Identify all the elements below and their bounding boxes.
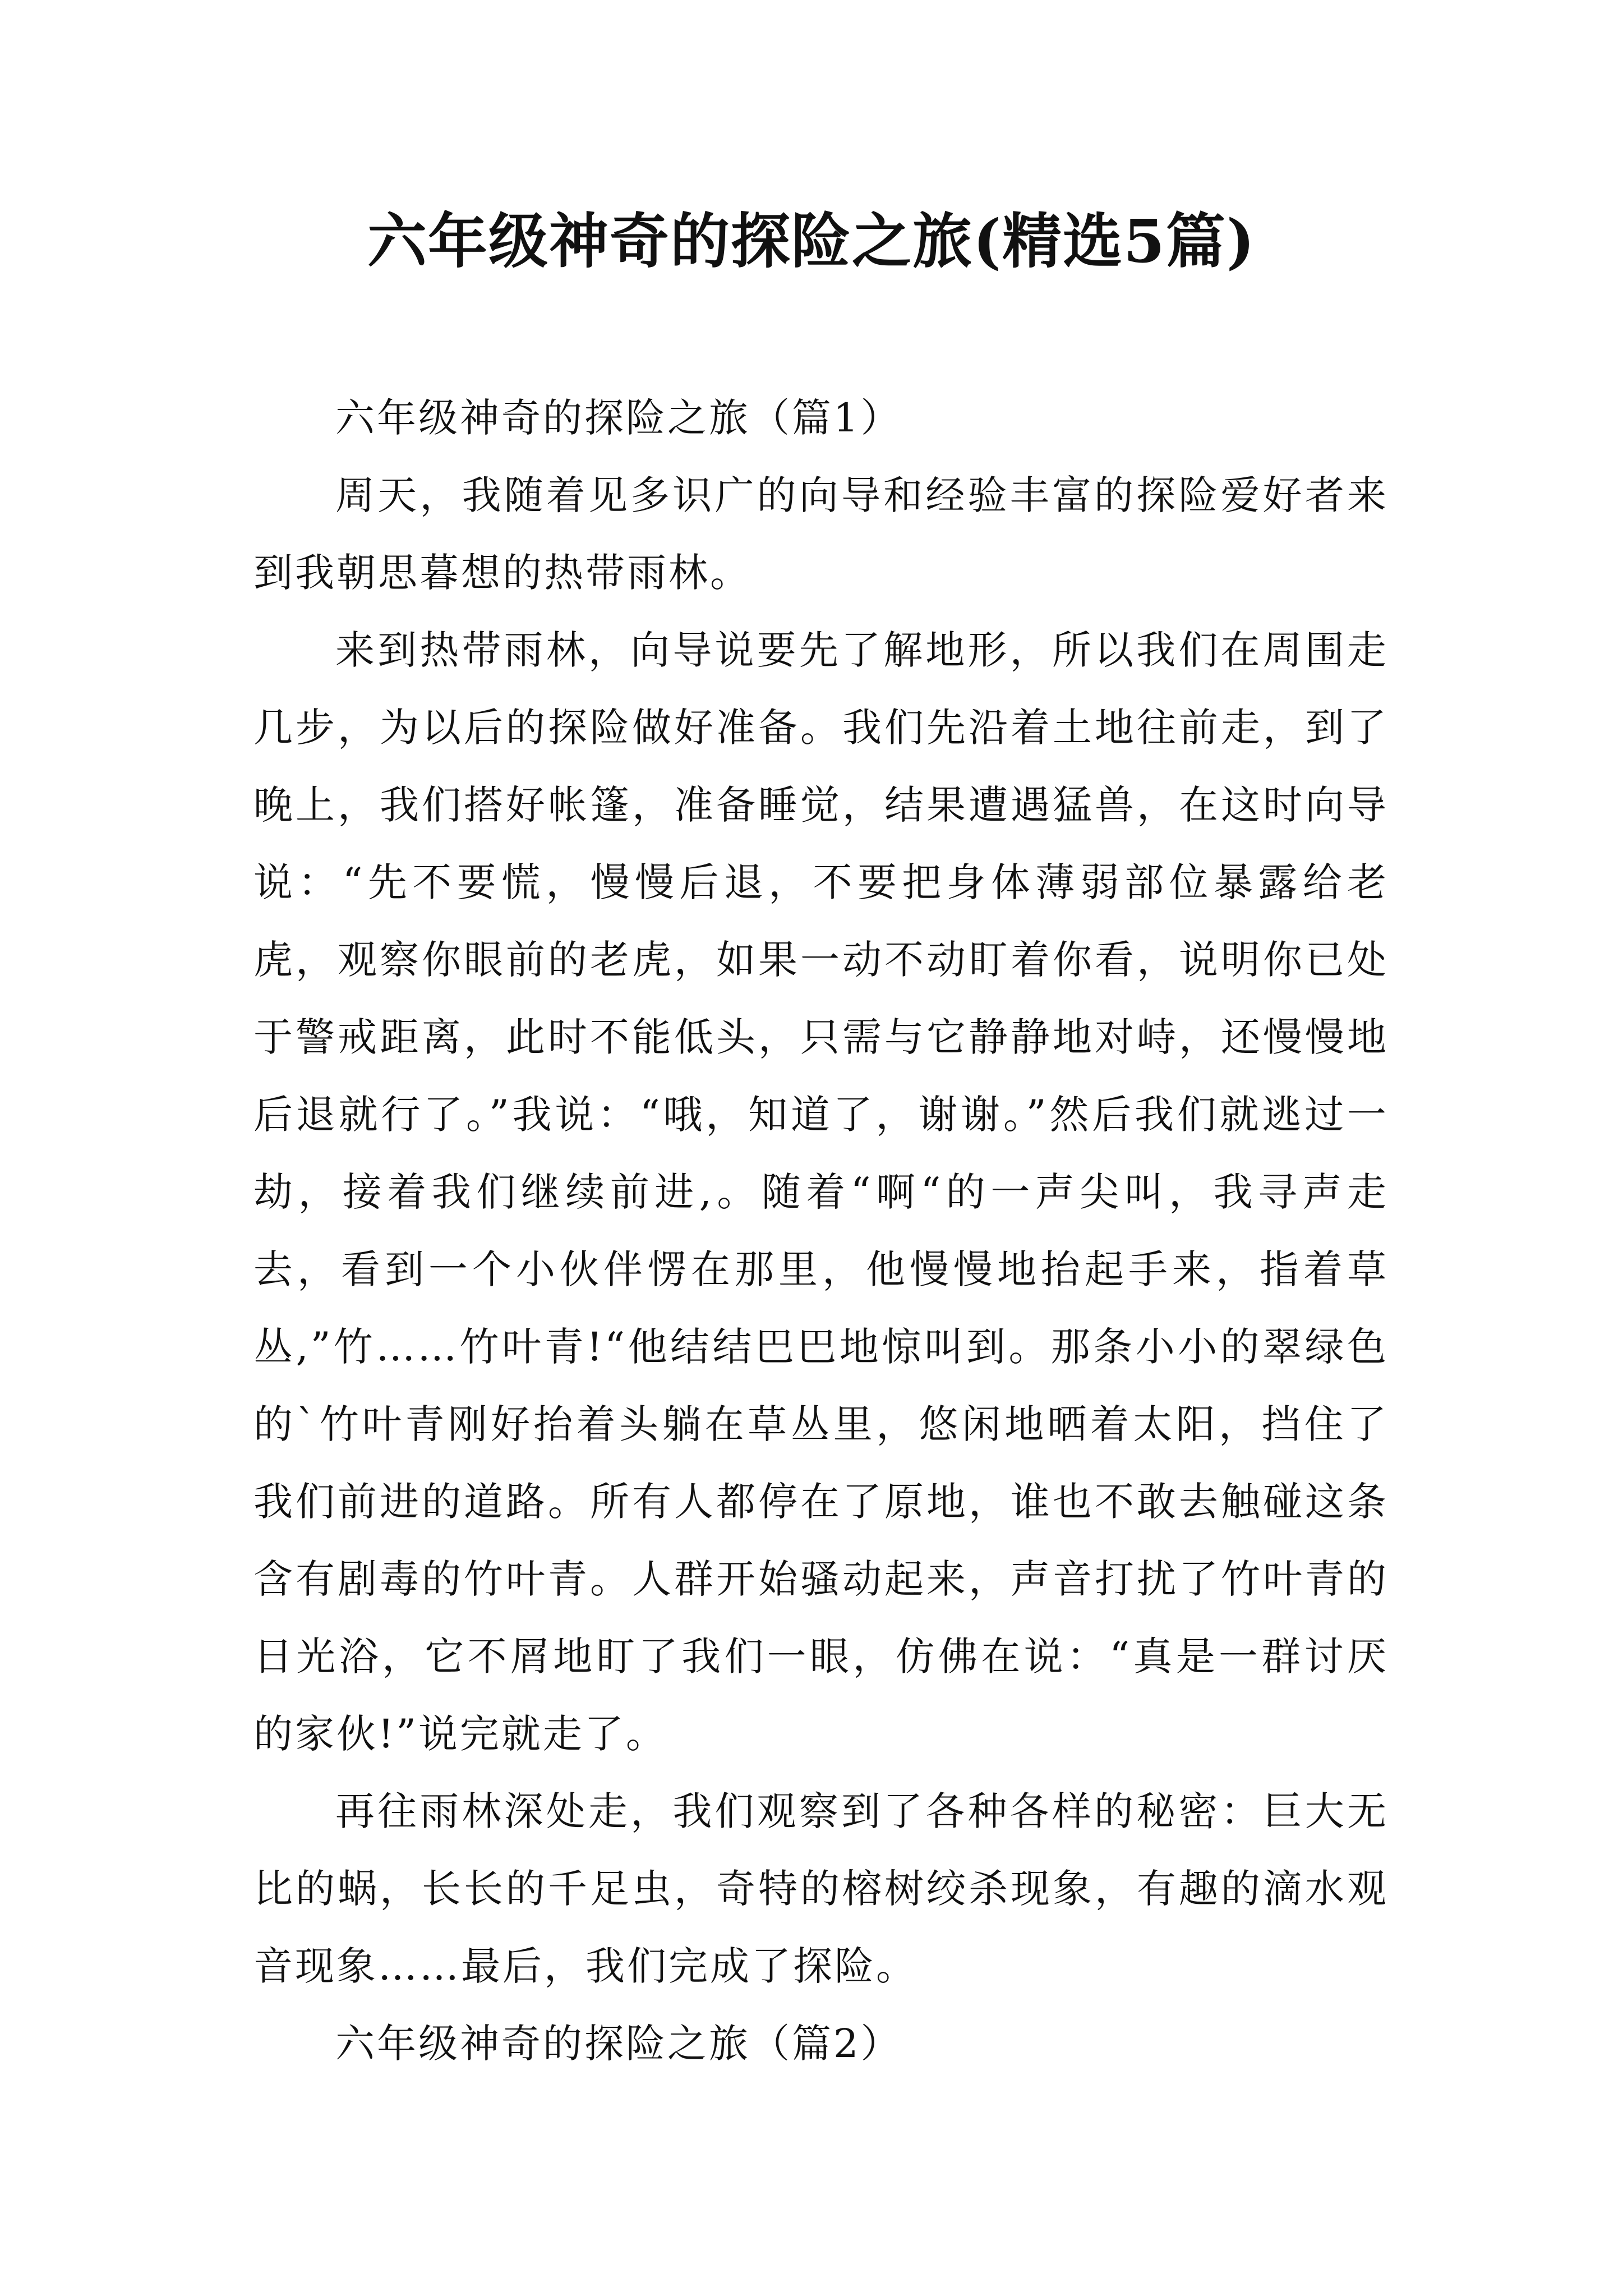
paragraph: 周天，我随着见多识广的向导和经验丰富的探险爱好者来到我朝思暮想的热带雨林。	[253, 472, 1389, 596]
paragraph: 再往雨林深处走，我们观察到了各种各样的秘密：巨大无比的蜗，长长的千足虫，奇特的榕树绞杀现象，有趣的滴水观音现象……最后，我们完成了探险。	[253, 1788, 1389, 1989]
document-title: 六年级神奇的探险之旅(精选5篇)	[367, 206, 1256, 276]
document-body	[253, 379, 1389, 2082]
paragraph: 来到热带雨林，向导说要先了解地形，所以我们在周围走几步，为以后的探险做好准备。我们先沿着土地往前走，到了晚上，我们搭好帐篷，准备睡觉，结果遭遇猛兽，在这时向导说：“先不要慌，慢慢后退，不要把身体薄弱部位暴露给老虎，观察你眼前的老虎，如果一动不动盯着你看，说明你已处于警戒距离，此时不能低头，只需与它静静地对峙，还慢慢地后退就行了。”我说：“哦，知道了，谢谢。”然后我们就逃过一劫，接着我们继续前进,。随着“啊“的一声尖叫，我寻声走去，看到一个小伙伴愣在那里，他慢慢地抬起手来，指着草丛,”竹……竹叶青!“他结结巴巴地惊叫到。那条小小的翠绿色的`竹叶青刚好抬着头躺在草丛里，悠闲地晒着太阳，挡住了我们前进的道路。所有人都停在了原地，谁也不敢去触碰这条含有剧毒的竹叶青。人群开始骚动起来，声音打扰了竹叶青的日光浴，它不屑地盯了我们一眼，仿佛在说：“真是一群讨厌的家伙!”说完就走了。	[253, 627, 1389, 1757]
section-heading-2: 六年级神奇的探险之旅（篇2）	[335, 2021, 902, 2067]
section-heading-1: 六年级神奇的探险之旅（篇1）	[335, 395, 902, 441]
